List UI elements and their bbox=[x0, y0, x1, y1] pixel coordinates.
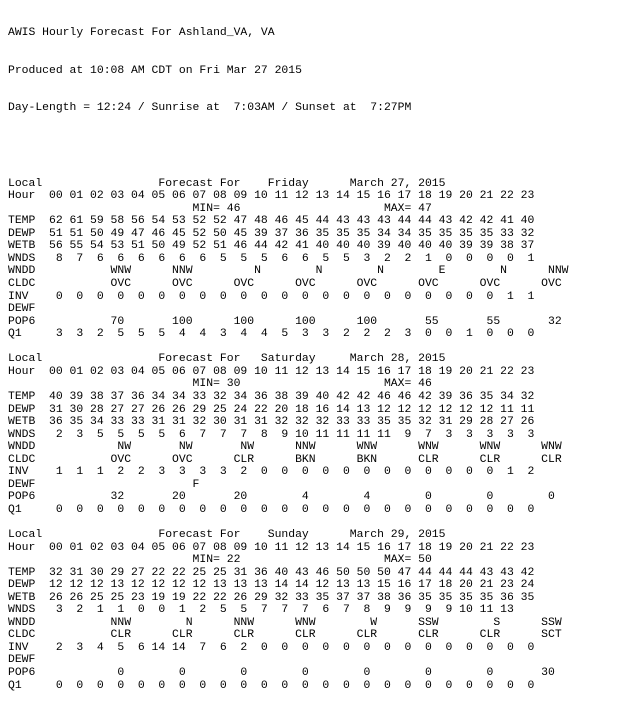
forecast-report bbox=[8, 2, 622, 705]
row-dewf: DEWF bbox=[8, 303, 36, 316]
row-q1: Q1 0 0 0 0 0 0 0 0 0 0 0 0 0 0 0 0 0 0 0 0 0 0 0 0 bbox=[8, 503, 535, 516]
row-dewp: DEWP 51 51 50 49 47 46 45 52 50 45 39 37 36 35 35 35 34 34 35 35 35 35 33 32 bbox=[8, 227, 535, 240]
row-wetb: WETB 56 55 54 53 51 50 49 52 51 46 44 42 41 40 40 40 39 40 40 40 39 39 38 37 bbox=[8, 240, 535, 253]
forecast-day-section bbox=[8, 353, 622, 529]
hour-row: Hour 00 01 02 03 04 05 06 07 08 09 10 11 12 13 14 15 16 17 18 19 20 21 22 23 bbox=[8, 190, 535, 203]
row-wetb: WETB 26 26 25 25 23 19 19 22 22 26 29 32 33 35 37 37 38 36 35 35 35 35 36 35 bbox=[8, 591, 535, 604]
day-title: Local Forecast For Saturday March 28, 2015 bbox=[8, 353, 446, 366]
hour-row: Hour 00 01 02 03 04 05 06 07 08 09 10 11 12 13 14 15 16 17 18 19 20 21 22 23 bbox=[8, 541, 535, 554]
row-inv: INV 0 0 0 0 0 0 0 0 0 0 0 0 0 0 0 0 0 0 0 0 0 0 1 1 bbox=[8, 290, 535, 303]
daylength-line: Day-Length = 12:24 / Sunrise at 7:03AM / Sunset at 7:27PM bbox=[8, 102, 412, 115]
row-dewp: DEWP 31 30 28 27 27 26 26 29 25 24 22 20 18 16 14 13 12 12 12 12 12 12 11 11 bbox=[8, 403, 535, 416]
row-wnds: WNDS 3 2 1 1 0 0 1 2 5 5 7 7 7 6 7 8 9 9 9 9 10 11 13 bbox=[8, 604, 514, 617]
blank-line bbox=[8, 140, 622, 153]
row-pop6: POP6 0 0 0 0 0 0 0 30 bbox=[8, 666, 555, 679]
hour-row: Hour 00 01 02 03 04 05 06 07 08 09 10 11 12 13 14 15 16 17 18 19 20 21 22 23 bbox=[8, 365, 535, 378]
min-max-row: MIN= 46 MAX= 47 bbox=[8, 202, 432, 215]
row-wndd: WNDD NW NW NW NNW WNW WNW WNW WNW bbox=[8, 441, 562, 454]
row-q1: Q1 3 3 2 5 5 5 4 4 3 4 4 5 3 3 2 2 2 3 0 0 1 0 0 0 bbox=[8, 328, 535, 341]
day-title: Local Forecast For Sunday March 29, 2015 bbox=[8, 528, 446, 541]
row-dewf: DEWF bbox=[8, 654, 36, 667]
row-cldc: CLDC OVC OVC OVC OVC OVC OVC OVC OVC bbox=[8, 278, 562, 291]
row-inv: INV 2 3 4 5 6 14 14 7 6 2 0 0 0 0 0 0 0 0 0 0 0 0 0 0 bbox=[8, 641, 535, 654]
row-inv: INV 1 1 1 2 2 3 3 3 3 2 0 0 0 0 0 0 0 0 0 0 0 0 1 2 bbox=[8, 466, 535, 479]
produced-line: Produced at 10:08 AM CDT on Fri Mar 27 2015 bbox=[8, 64, 302, 77]
blank-line bbox=[8, 341, 622, 354]
day-title: Local Forecast For Friday March 27, 2015 bbox=[8, 177, 446, 190]
row-wetb: WETB 36 35 34 33 33 31 31 32 30 31 31 32 32 32 33 33 35 35 32 31 29 28 27 26 bbox=[8, 416, 535, 429]
row-wnds: WNDS 2 3 5 5 5 5 6 7 7 7 8 9 10 11 11 11 11 9 7 3 3 3 3 3 bbox=[8, 428, 535, 441]
row-wnds: WNDS 8 7 6 6 6 6 6 6 5 5 5 6 6 5 5 3 2 2 1 0 0 0 0 1 bbox=[8, 252, 535, 265]
row-cldc: CLDC OVC OVC CLR BKN BKN CLR CLR CLR bbox=[8, 453, 562, 466]
forecast-day-section bbox=[8, 178, 622, 354]
row-dewf: DEWF F bbox=[8, 478, 200, 491]
forecast-day-section bbox=[8, 529, 622, 692]
row-temp: TEMP 32 31 30 29 27 22 22 25 25 31 36 40 43 46 50 50 50 47 44 44 44 43 43 42 bbox=[8, 566, 535, 579]
row-wndd: WNDD WNW NNW N N N E N NNW bbox=[8, 265, 569, 278]
min-max-row: MIN= 30 MAX= 46 bbox=[8, 378, 432, 391]
report-title: AWIS Hourly Forecast For Ashland_VA, VA bbox=[8, 27, 275, 40]
row-temp: TEMP 40 39 38 37 36 34 34 33 32 34 36 38 39 40 42 42 46 46 42 39 36 35 34 32 bbox=[8, 390, 535, 403]
blank-line bbox=[8, 516, 622, 529]
forecast-days bbox=[8, 178, 622, 692]
row-temp: TEMP 62 61 59 58 56 54 53 52 52 47 48 46 45 44 43 43 43 44 44 43 42 42 41 40 bbox=[8, 215, 535, 228]
row-cldc: CLDC CLR CLR CLR CLR CLR CLR CLR SCT bbox=[8, 629, 562, 642]
row-pop6: POP6 32 20 20 4 4 0 0 0 bbox=[8, 491, 555, 504]
row-dewp: DEWP 12 12 12 13 12 12 12 12 13 13 13 14 14 12 13 13 15 16 17 18 20 21 23 24 bbox=[8, 579, 535, 592]
min-max-row: MIN= 22 MAX= 50 bbox=[8, 554, 432, 567]
row-wndd: WNDD NNW N NNW WNW W SSW S SSW bbox=[8, 616, 562, 629]
row-q1: Q1 0 0 0 0 0 0 0 0 0 0 0 0 0 0 0 0 0 0 0 0 0 0 0 0 bbox=[8, 679, 535, 692]
row-pop6: POP6 70 100 100 100 100 55 55 32 bbox=[8, 315, 562, 328]
